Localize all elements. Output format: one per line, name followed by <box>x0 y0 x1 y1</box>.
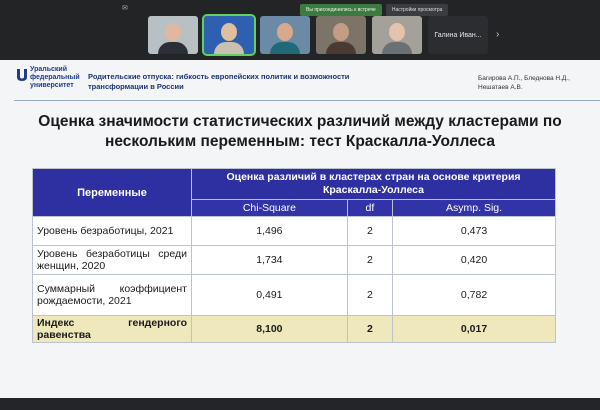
table-row <box>33 246 556 275</box>
sig-value: 0,420 <box>393 246 556 275</box>
df-value: 2 <box>347 275 392 316</box>
view-settings-notification[interactable]: Настройки просмотра <box>386 4 449 16</box>
df-value: 2 <box>347 217 392 246</box>
sig-value: 0,473 <box>393 217 556 246</box>
participant-avatar <box>165 23 181 41</box>
university-logo <box>16 66 88 100</box>
chi-square-value: 0,491 <box>192 275 348 316</box>
participant-tile[interactable] <box>260 16 310 54</box>
table-row <box>33 275 556 316</box>
participant-avatar <box>389 23 405 41</box>
slide-title <box>0 112 600 152</box>
df-value: 2 <box>347 246 392 275</box>
slide-authors: Багирова А.П., Бледнова Н.Д., Нешатаев А.В. <box>478 75 570 91</box>
participant-avatar <box>221 23 237 41</box>
join-notification[interactable]: Вы присоединились к встрече <box>300 4 382 16</box>
sig-value: 0,782 <box>393 275 556 316</box>
header-divider <box>14 100 600 101</box>
participant-name-tile[interactable]: Галина Иван... <box>428 16 488 54</box>
urfu-logo-icon <box>16 68 28 82</box>
row-label: Индекс гендерного равенства <box>33 316 192 343</box>
participant-video-strip <box>148 16 499 54</box>
logo-line: Уральский <box>30 66 68 73</box>
chi-square-value: 8,100 <box>192 316 348 343</box>
column-header-chi-square: Chi-Square <box>192 200 348 217</box>
participant-figure <box>158 42 188 54</box>
participant-tile[interactable] <box>372 16 422 54</box>
chi-square-value: 1,496 <box>192 217 348 246</box>
participant-figure <box>214 42 244 54</box>
participant-figure <box>382 42 412 54</box>
row-label: Суммарный коэффициент рождаемости, 2021 <box>33 275 192 316</box>
kruskal-wallis-table <box>32 168 556 343</box>
participant-avatar <box>277 23 293 41</box>
active-speaker-tile[interactable] <box>204 16 254 54</box>
logo-line: федеральный <box>30 74 80 81</box>
participant-avatar <box>333 23 349 41</box>
shared-slide <box>0 60 600 400</box>
table-row <box>33 217 556 246</box>
column-header-df: df <box>347 200 392 217</box>
notification-bar <box>300 4 448 16</box>
screen-bottom-bezel <box>0 398 600 410</box>
row-label: Уровень безработицы среди женщин, 2020 <box>33 246 192 275</box>
sig-value: 0,017 <box>393 316 556 343</box>
logo-line: университет <box>30 82 74 89</box>
logo-text <box>30 66 80 90</box>
slide-header-title: Родительские отпуска: гибкость европейских политик и возможности трансформации в России <box>88 72 350 91</box>
highlighted-table-row <box>33 316 556 343</box>
column-header-sig: Asymp. Sig. <box>393 200 556 217</box>
participant-tile[interactable] <box>148 16 198 54</box>
notification-icon: ✉ <box>122 5 128 12</box>
chi-square-value: 1,734 <box>192 246 348 275</box>
column-header-variables: Переменные <box>33 169 192 217</box>
slide-title-line: Оценка значимости статистических различий между кластерами по <box>38 113 562 130</box>
participant-figure <box>270 42 300 54</box>
chevron-right-icon[interactable]: › <box>496 29 500 40</box>
participant-tile[interactable] <box>316 16 366 54</box>
slide-title-line: нескольким переменным: тест Краскалла-Уоллеса <box>105 133 495 150</box>
column-header-group: Оценка различий в кластерах стран на основе критерия Краскалла-Уоллеса <box>192 169 556 200</box>
participant-figure <box>326 42 356 54</box>
df-value: 2 <box>347 316 392 343</box>
row-label: Уровень безработицы, 2021 <box>33 217 192 246</box>
